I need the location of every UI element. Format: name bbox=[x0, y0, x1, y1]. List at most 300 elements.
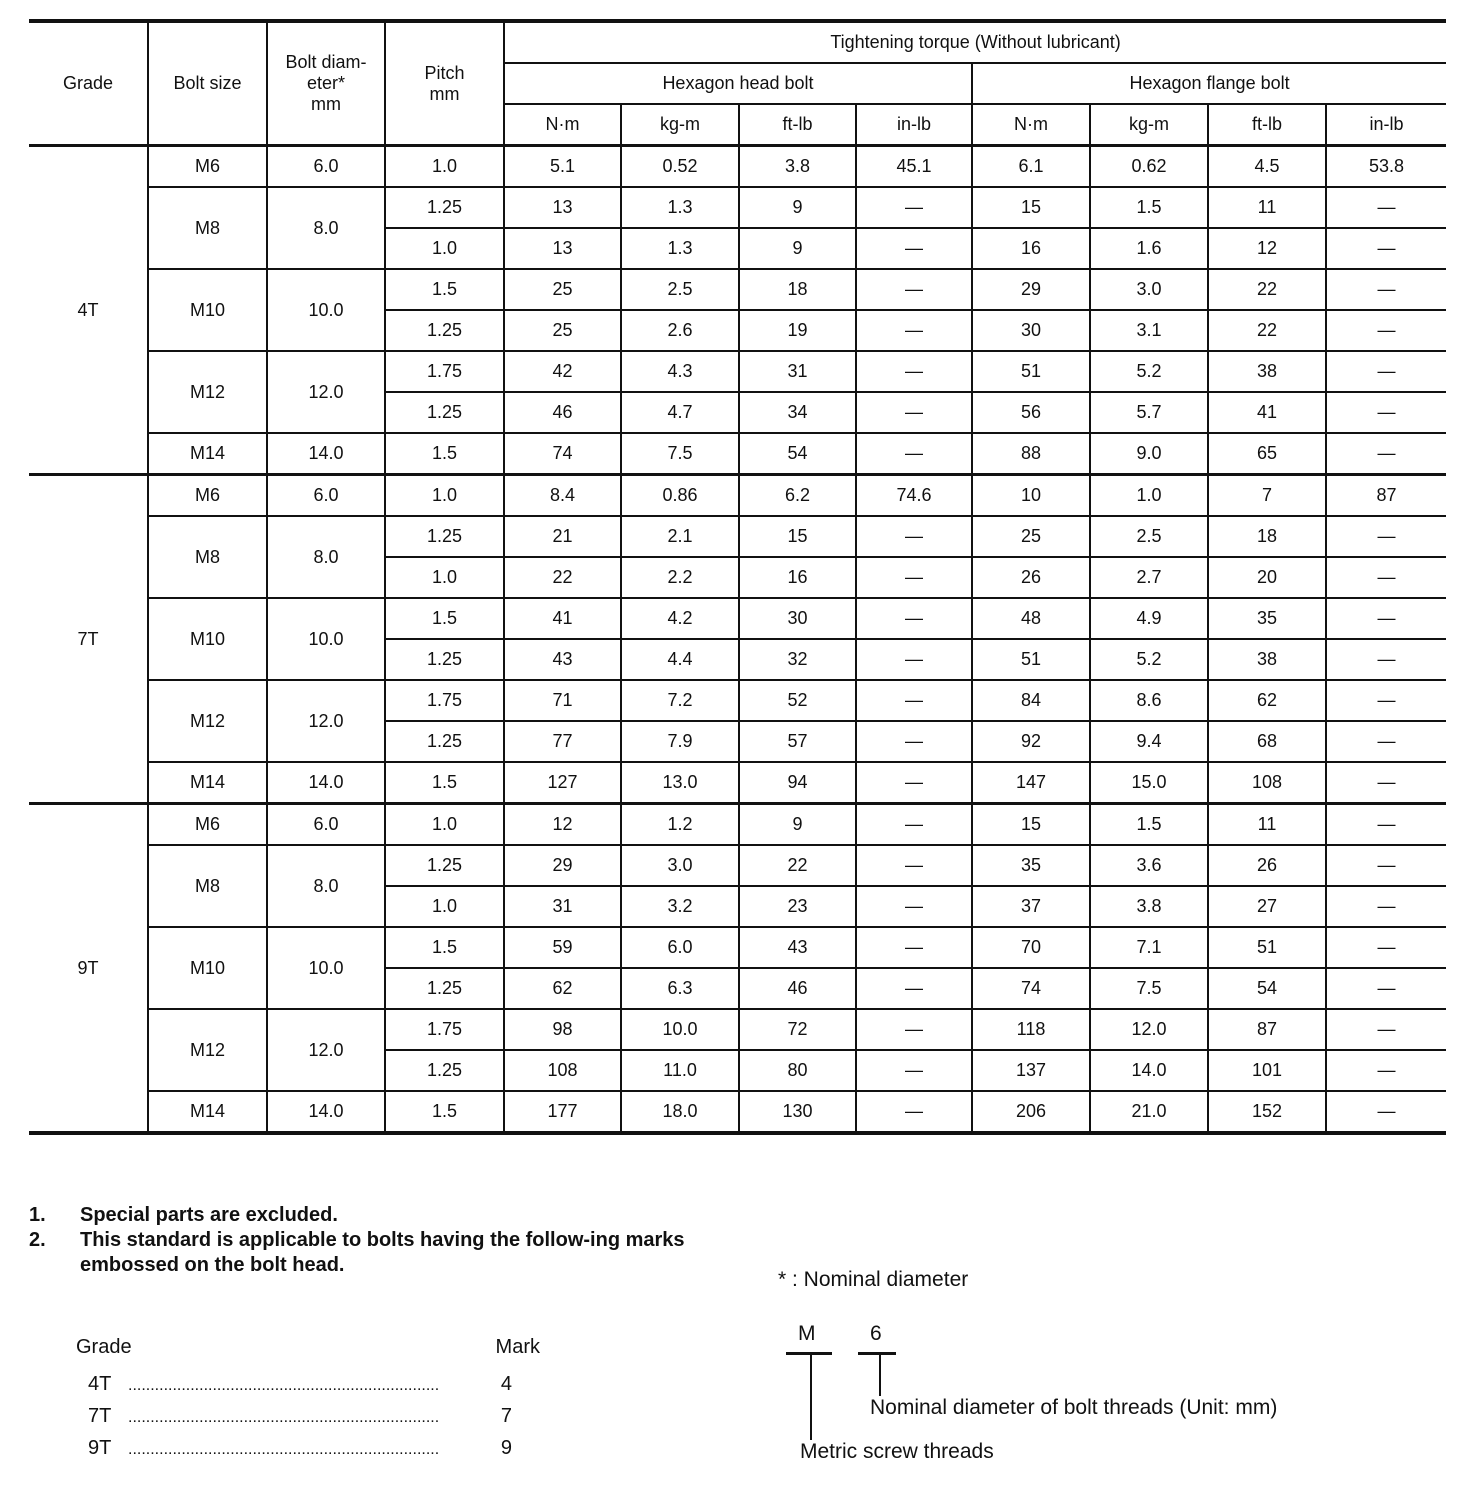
head-torque-cell: 1.3 bbox=[621, 228, 739, 269]
header-bolt-diameter-line1: Bolt diam- bbox=[285, 52, 367, 72]
head-torque-cell: — bbox=[856, 639, 972, 680]
header-grade: Grade bbox=[29, 21, 148, 146]
head-torque-cell: 0.86 bbox=[621, 475, 739, 517]
flange-torque-cell: 7 bbox=[1208, 475, 1326, 517]
pitch-cell: 1.0 bbox=[385, 804, 504, 846]
head-torque-cell: 42 bbox=[504, 351, 621, 392]
header-pitch-line2: mm bbox=[429, 83, 460, 104]
note-text: Special parts are excluded. bbox=[80, 1204, 338, 1226]
pitch-cell: 1.75 bbox=[385, 1009, 504, 1050]
bolt-size-cell: M10 bbox=[148, 927, 267, 1009]
mark-value: 7 bbox=[500, 1405, 512, 1427]
flange-torque-cell: 18 bbox=[1208, 516, 1326, 557]
head-torque-cell: — bbox=[856, 968, 972, 1009]
head-torque-cell: 4.7 bbox=[621, 392, 739, 433]
flange-torque-cell: 54 bbox=[1208, 968, 1326, 1009]
grade-header: Grade bbox=[76, 1336, 132, 1358]
flange-torque-cell: — bbox=[1326, 228, 1446, 269]
head-torque-cell: 3.0 bbox=[621, 845, 739, 886]
note-number: 1. bbox=[29, 1204, 46, 1226]
pitch-cell: 1.5 bbox=[385, 1091, 504, 1133]
flange-torque-cell: 3.6 bbox=[1090, 845, 1208, 886]
bolt-diameter-cell: 12.0 bbox=[267, 1009, 385, 1091]
flange-torque-cell: 15 bbox=[972, 804, 1090, 846]
head-torque-cell: — bbox=[856, 392, 972, 433]
head-torque-cell: — bbox=[856, 762, 972, 804]
header-unit: kg-m bbox=[1090, 104, 1208, 146]
head-torque-cell: 22 bbox=[739, 845, 856, 886]
head-torque-cell: 15 bbox=[739, 516, 856, 557]
head-torque-cell: 43 bbox=[739, 927, 856, 968]
head-torque-cell: 13 bbox=[504, 187, 621, 228]
bolt-diameter-cell: 8.0 bbox=[267, 187, 385, 269]
table-row bbox=[29, 804, 1446, 846]
bolt-diameter-cell: 14.0 bbox=[267, 433, 385, 475]
head-torque-cell: 21 bbox=[504, 516, 621, 557]
flange-torque-cell: — bbox=[1326, 1050, 1446, 1091]
head-torque-cell: 74 bbox=[504, 433, 621, 475]
head-torque-cell: 94 bbox=[739, 762, 856, 804]
head-torque-cell: — bbox=[856, 1091, 972, 1133]
table-row bbox=[29, 146, 1446, 188]
head-torque-cell: 34 bbox=[739, 392, 856, 433]
flange-torque-cell: — bbox=[1326, 433, 1446, 475]
head-torque-cell: 2.1 bbox=[621, 516, 739, 557]
flange-torque-cell: 3.0 bbox=[1090, 269, 1208, 310]
flange-torque-cell: 84 bbox=[972, 680, 1090, 721]
pitch-cell: 1.75 bbox=[385, 680, 504, 721]
head-torque-cell: 16 bbox=[739, 557, 856, 598]
note-item bbox=[29, 1228, 700, 1278]
bolt-size-cell: M10 bbox=[148, 269, 267, 351]
pitch-cell: 1.5 bbox=[385, 927, 504, 968]
flange-torque-cell: 51 bbox=[972, 639, 1090, 680]
note-number: 2. bbox=[29, 1229, 46, 1251]
bolt-diameter-cell: 14.0 bbox=[267, 762, 385, 804]
head-torque-cell: — bbox=[856, 927, 972, 968]
table-row bbox=[29, 927, 1446, 968]
flange-torque-cell: 20 bbox=[1208, 557, 1326, 598]
flange-torque-cell: — bbox=[1326, 598, 1446, 639]
footnote-nominal-diameter: * : Nominal diameter bbox=[778, 1268, 969, 1291]
table-row bbox=[29, 187, 1446, 228]
leader-dots: ...................................................................... bbox=[128, 1377, 440, 1394]
flange-torque-cell: 51 bbox=[972, 351, 1090, 392]
bolt-size-cell: M12 bbox=[148, 351, 267, 433]
table-row bbox=[29, 351, 1446, 392]
bolt-size-cell: M14 bbox=[148, 762, 267, 804]
flange-torque-cell: 8.6 bbox=[1090, 680, 1208, 721]
bolt-size-cell: M12 bbox=[148, 680, 267, 762]
head-torque-cell: — bbox=[856, 598, 972, 639]
table-row bbox=[29, 680, 1446, 721]
flange-torque-cell: 11 bbox=[1208, 804, 1326, 846]
head-torque-cell: — bbox=[856, 228, 972, 269]
header-unit: N·m bbox=[972, 104, 1090, 146]
header-hex-flange-bolt: Hexagon flange bolt bbox=[972, 63, 1446, 104]
bolt-size-cell: M8 bbox=[148, 845, 267, 927]
bolt-size-cell: M14 bbox=[148, 1091, 267, 1133]
head-torque-cell: 41 bbox=[504, 598, 621, 639]
pitch-cell: 1.25 bbox=[385, 639, 504, 680]
flange-torque-cell: 137 bbox=[972, 1050, 1090, 1091]
grade-value: 7T bbox=[88, 1405, 112, 1427]
head-torque-cell: 29 bbox=[504, 845, 621, 886]
pitch-cell: 1.5 bbox=[385, 433, 504, 475]
flange-torque-cell: — bbox=[1326, 721, 1446, 762]
header-unit: ft-lb bbox=[1208, 104, 1326, 146]
bolt-diameter-cell: 6.0 bbox=[267, 475, 385, 517]
head-torque-cell: 77 bbox=[504, 721, 621, 762]
flange-torque-cell: 87 bbox=[1208, 1009, 1326, 1050]
flange-torque-cell: 3.1 bbox=[1090, 310, 1208, 351]
pitch-cell: 1.0 bbox=[385, 228, 504, 269]
grade-mark-row bbox=[76, 1405, 536, 1437]
head-torque-cell: 54 bbox=[739, 433, 856, 475]
flange-torque-cell: 3.8 bbox=[1090, 886, 1208, 927]
head-torque-cell: 7.5 bbox=[621, 433, 739, 475]
head-torque-cell: — bbox=[856, 680, 972, 721]
mark-value: 4 bbox=[500, 1373, 512, 1395]
flange-torque-cell: 1.5 bbox=[1090, 187, 1208, 228]
bolt-size-cell: M12 bbox=[148, 1009, 267, 1091]
head-torque-cell: 11.0 bbox=[621, 1050, 739, 1091]
head-torque-cell: 3.8 bbox=[739, 146, 856, 188]
table-row bbox=[29, 475, 1446, 517]
flange-torque-cell: 87 bbox=[1326, 475, 1446, 517]
head-torque-cell: 177 bbox=[504, 1091, 621, 1133]
head-torque-cell: 46 bbox=[739, 968, 856, 1009]
header-bolt-diameter bbox=[267, 21, 385, 146]
flange-torque-cell: 10 bbox=[972, 475, 1090, 517]
flange-torque-cell: — bbox=[1326, 392, 1446, 433]
head-torque-cell: — bbox=[856, 804, 972, 846]
flange-torque-cell: 65 bbox=[1208, 433, 1326, 475]
table-row bbox=[29, 516, 1446, 557]
flange-torque-cell: 51 bbox=[1208, 927, 1326, 968]
note-item bbox=[29, 1203, 700, 1228]
head-torque-cell: 22 bbox=[504, 557, 621, 598]
head-torque-cell: 4.3 bbox=[621, 351, 739, 392]
flange-torque-cell: — bbox=[1326, 680, 1446, 721]
head-torque-cell: 9 bbox=[739, 187, 856, 228]
head-torque-cell: 62 bbox=[504, 968, 621, 1009]
bolt-diameter-cell: 12.0 bbox=[267, 680, 385, 762]
flange-torque-cell: 29 bbox=[972, 269, 1090, 310]
flange-torque-cell: — bbox=[1326, 968, 1446, 1009]
bolt-diameter-cell: 10.0 bbox=[267, 269, 385, 351]
bolt-diameter-cell: 8.0 bbox=[267, 845, 385, 927]
flange-torque-cell: 26 bbox=[972, 557, 1090, 598]
bolt-diameter-cell: 6.0 bbox=[267, 146, 385, 188]
flange-torque-cell: 5.2 bbox=[1090, 639, 1208, 680]
flange-torque-cell: 4.9 bbox=[1090, 598, 1208, 639]
head-torque-cell: 72 bbox=[739, 1009, 856, 1050]
bolt-diameter-cell: 10.0 bbox=[267, 598, 385, 680]
flange-torque-cell: — bbox=[1326, 639, 1446, 680]
flange-torque-cell: — bbox=[1326, 1091, 1446, 1133]
flange-torque-cell: 53.8 bbox=[1326, 146, 1446, 188]
head-torque-cell: 2.2 bbox=[621, 557, 739, 598]
flange-torque-cell: — bbox=[1326, 351, 1446, 392]
head-torque-cell: 80 bbox=[739, 1050, 856, 1091]
flange-torque-cell: 22 bbox=[1208, 269, 1326, 310]
flange-torque-cell: 37 bbox=[972, 886, 1090, 927]
header-bolt-diameter-line3: mm bbox=[311, 94, 341, 114]
grade-value: 4T bbox=[88, 1373, 112, 1395]
head-torque-cell: — bbox=[856, 516, 972, 557]
header-pitch-line1: Pitch bbox=[424, 62, 465, 83]
head-torque-cell: 10.0 bbox=[621, 1009, 739, 1050]
leader-dots: ...................................................................... bbox=[128, 1441, 440, 1458]
flange-torque-cell: — bbox=[1326, 845, 1446, 886]
flange-torque-cell: 68 bbox=[1208, 721, 1326, 762]
head-torque-cell: 52 bbox=[739, 680, 856, 721]
thread-designation-diagram bbox=[786, 1320, 1386, 1480]
head-torque-cell: 4.2 bbox=[621, 598, 739, 639]
diagram-letter-m: M bbox=[798, 1322, 816, 1345]
flange-torque-cell: 9.0 bbox=[1090, 433, 1208, 475]
header-unit: in-lb bbox=[1326, 104, 1446, 146]
flange-torque-cell: — bbox=[1326, 886, 1446, 927]
flange-torque-cell: 5.2 bbox=[1090, 351, 1208, 392]
head-torque-cell: 19 bbox=[739, 310, 856, 351]
head-torque-cell: 9 bbox=[739, 804, 856, 846]
flange-torque-cell: 14.0 bbox=[1090, 1050, 1208, 1091]
flange-torque-cell: — bbox=[1326, 310, 1446, 351]
flange-torque-cell: 1.6 bbox=[1090, 228, 1208, 269]
table-row bbox=[29, 1009, 1446, 1050]
head-torque-cell: 1.3 bbox=[621, 187, 739, 228]
pitch-cell: 1.25 bbox=[385, 392, 504, 433]
flange-torque-cell: — bbox=[1326, 927, 1446, 968]
flange-torque-cell: 26 bbox=[1208, 845, 1326, 886]
leader-dots: ...................................................................... bbox=[128, 1409, 440, 1426]
diagram-underline-m bbox=[786, 1352, 832, 1355]
flange-torque-cell: 88 bbox=[972, 433, 1090, 475]
flange-torque-cell: 118 bbox=[972, 1009, 1090, 1050]
head-torque-cell: 127 bbox=[504, 762, 621, 804]
flange-torque-cell: 74 bbox=[972, 968, 1090, 1009]
flange-torque-cell: 101 bbox=[1208, 1050, 1326, 1091]
notes-list bbox=[29, 1203, 700, 1278]
head-torque-cell: 0.52 bbox=[621, 146, 739, 188]
head-torque-cell: — bbox=[856, 886, 972, 927]
head-torque-cell: 6.2 bbox=[739, 475, 856, 517]
flange-torque-cell: 2.5 bbox=[1090, 516, 1208, 557]
head-torque-cell: 8.4 bbox=[504, 475, 621, 517]
diagram-leader-m bbox=[810, 1352, 812, 1440]
flange-torque-cell: 27 bbox=[1208, 886, 1326, 927]
table-row bbox=[29, 433, 1446, 475]
head-torque-cell: — bbox=[856, 721, 972, 762]
flange-torque-cell: 16 bbox=[972, 228, 1090, 269]
head-torque-cell: 4.4 bbox=[621, 639, 739, 680]
flange-torque-cell: 25 bbox=[972, 516, 1090, 557]
flange-torque-cell: 147 bbox=[972, 762, 1090, 804]
head-torque-cell: 25 bbox=[504, 269, 621, 310]
flange-torque-cell: 21.0 bbox=[1090, 1091, 1208, 1133]
head-torque-cell: 46 bbox=[504, 392, 621, 433]
mark-header: Mark bbox=[495, 1336, 540, 1358]
header-unit: in-lb bbox=[856, 104, 972, 146]
note-text: This standard is applicable to bolts having the follow-ing marks embossed on the bolt head. bbox=[80, 1229, 685, 1276]
bolt-diameter-cell: 6.0 bbox=[267, 804, 385, 846]
head-torque-cell: 59 bbox=[504, 927, 621, 968]
header-bolt-size: Bolt size bbox=[148, 21, 267, 146]
diagram-label-diameter: Nominal diameter of bolt threads (Unit: mm) bbox=[870, 1396, 1278, 1419]
head-torque-cell: 7.9 bbox=[621, 721, 739, 762]
flange-torque-cell: 2.7 bbox=[1090, 557, 1208, 598]
flange-torque-cell: 92 bbox=[972, 721, 1090, 762]
head-torque-cell: — bbox=[856, 1009, 972, 1050]
pitch-cell: 1.25 bbox=[385, 516, 504, 557]
flange-torque-cell: 7.5 bbox=[1090, 968, 1208, 1009]
bolt-size-cell: M6 bbox=[148, 804, 267, 846]
flange-torque-cell: 35 bbox=[1208, 598, 1326, 639]
pitch-cell: 1.75 bbox=[385, 351, 504, 392]
mark-value: 9 bbox=[500, 1437, 512, 1459]
bolt-size-cell: M8 bbox=[148, 187, 267, 269]
head-torque-cell: 71 bbox=[504, 680, 621, 721]
flange-torque-cell: 38 bbox=[1208, 639, 1326, 680]
grade-cell: 4T bbox=[29, 146, 148, 475]
header-pitch bbox=[385, 21, 504, 146]
flange-torque-cell: 11 bbox=[1208, 187, 1326, 228]
flange-torque-cell: 6.1 bbox=[972, 146, 1090, 188]
tightening-torque-table bbox=[29, 19, 1446, 1135]
flange-torque-cell: 15.0 bbox=[1090, 762, 1208, 804]
head-torque-cell: — bbox=[856, 845, 972, 886]
header-bolt-diameter-line2: eter* bbox=[306, 73, 346, 93]
head-torque-cell: 30 bbox=[739, 598, 856, 639]
pitch-cell: 1.25 bbox=[385, 187, 504, 228]
head-torque-cell: — bbox=[856, 310, 972, 351]
flange-torque-cell: 1.0 bbox=[1090, 475, 1208, 517]
pitch-cell: 1.25 bbox=[385, 1050, 504, 1091]
table-body bbox=[29, 146, 1446, 1134]
head-torque-cell: 45.1 bbox=[856, 146, 972, 188]
head-torque-cell: 5.1 bbox=[504, 146, 621, 188]
bolt-size-cell: M10 bbox=[148, 598, 267, 680]
pitch-cell: 1.25 bbox=[385, 310, 504, 351]
head-torque-cell: — bbox=[856, 1050, 972, 1091]
head-torque-cell: 2.6 bbox=[621, 310, 739, 351]
head-torque-cell: 2.5 bbox=[621, 269, 739, 310]
pitch-cell: 1.25 bbox=[385, 845, 504, 886]
table-row bbox=[29, 762, 1446, 804]
head-torque-cell: 18.0 bbox=[621, 1091, 739, 1133]
head-torque-cell: 7.2 bbox=[621, 680, 739, 721]
table-row bbox=[29, 1091, 1446, 1133]
head-torque-cell: 25 bbox=[504, 310, 621, 351]
diagram-digit-6: 6 bbox=[870, 1322, 882, 1345]
pitch-cell: 1.5 bbox=[385, 269, 504, 310]
head-torque-cell: 108 bbox=[504, 1050, 621, 1091]
pitch-cell: 1.0 bbox=[385, 475, 504, 517]
head-torque-cell: 6.3 bbox=[621, 968, 739, 1009]
head-torque-cell: 13.0 bbox=[621, 762, 739, 804]
grade-cell: 9T bbox=[29, 804, 148, 1134]
head-torque-cell: 1.2 bbox=[621, 804, 739, 846]
head-torque-cell: 6.0 bbox=[621, 927, 739, 968]
flange-torque-cell: 12.0 bbox=[1090, 1009, 1208, 1050]
header-torque-group: Tightening torque (Without lubricant) bbox=[504, 21, 1446, 63]
head-torque-cell: 12 bbox=[504, 804, 621, 846]
header-hex-head-bolt: Hexagon head bolt bbox=[504, 63, 972, 104]
flange-torque-cell: 41 bbox=[1208, 392, 1326, 433]
header-unit: ft-lb bbox=[739, 104, 856, 146]
head-torque-cell: 43 bbox=[504, 639, 621, 680]
flange-torque-cell: 206 bbox=[972, 1091, 1090, 1133]
flange-torque-cell: 38 bbox=[1208, 351, 1326, 392]
bolt-diameter-cell: 10.0 bbox=[267, 927, 385, 1009]
head-torque-cell: 31 bbox=[739, 351, 856, 392]
diagram-label-metric: Metric screw threads bbox=[800, 1440, 994, 1463]
bolt-diameter-cell: 12.0 bbox=[267, 351, 385, 433]
pitch-cell: 1.25 bbox=[385, 968, 504, 1009]
flange-torque-cell: 70 bbox=[972, 927, 1090, 968]
head-torque-cell: 13 bbox=[504, 228, 621, 269]
head-torque-cell: 32 bbox=[739, 639, 856, 680]
head-torque-cell: 57 bbox=[739, 721, 856, 762]
diagram-underline-6 bbox=[858, 1352, 896, 1355]
diagram-leader-6 bbox=[879, 1352, 881, 1396]
flange-torque-cell: 7.1 bbox=[1090, 927, 1208, 968]
head-torque-cell: — bbox=[856, 433, 972, 475]
flange-torque-cell: 4.5 bbox=[1208, 146, 1326, 188]
grade-cell: 7T bbox=[29, 475, 148, 804]
bolt-size-cell: M6 bbox=[148, 475, 267, 517]
flange-torque-cell: 62 bbox=[1208, 680, 1326, 721]
flange-torque-cell: 15 bbox=[972, 187, 1090, 228]
head-torque-cell: — bbox=[856, 269, 972, 310]
head-torque-cell: — bbox=[856, 187, 972, 228]
flange-torque-cell: 1.5 bbox=[1090, 804, 1208, 846]
pitch-cell: 1.0 bbox=[385, 146, 504, 188]
flange-torque-cell: 22 bbox=[1208, 310, 1326, 351]
table-row bbox=[29, 845, 1446, 886]
pitch-cell: 1.0 bbox=[385, 557, 504, 598]
flange-torque-cell: — bbox=[1326, 269, 1446, 310]
head-torque-cell: — bbox=[856, 557, 972, 598]
flange-torque-cell: 56 bbox=[972, 392, 1090, 433]
head-torque-cell: 18 bbox=[739, 269, 856, 310]
grade-mark-list bbox=[76, 1336, 540, 1469]
flange-torque-cell: 35 bbox=[972, 845, 1090, 886]
header-unit: N·m bbox=[504, 104, 621, 146]
head-torque-cell: 74.6 bbox=[856, 475, 972, 517]
flange-torque-cell: — bbox=[1326, 762, 1446, 804]
head-torque-cell: 130 bbox=[739, 1091, 856, 1133]
flange-torque-cell: — bbox=[1326, 187, 1446, 228]
head-torque-cell: 98 bbox=[504, 1009, 621, 1050]
flange-torque-cell: 30 bbox=[972, 310, 1090, 351]
grade-mark-row bbox=[76, 1437, 536, 1469]
head-torque-cell: 9 bbox=[739, 228, 856, 269]
bolt-size-cell: M6 bbox=[148, 146, 267, 188]
grade-value: 9T bbox=[88, 1437, 112, 1459]
head-torque-cell: 3.2 bbox=[621, 886, 739, 927]
flange-torque-cell: 0.62 bbox=[1090, 146, 1208, 188]
head-torque-cell: — bbox=[856, 351, 972, 392]
bolt-diameter-cell: 14.0 bbox=[267, 1091, 385, 1133]
flange-torque-cell: 48 bbox=[972, 598, 1090, 639]
pitch-cell: 1.5 bbox=[385, 762, 504, 804]
flange-torque-cell: 108 bbox=[1208, 762, 1326, 804]
grade-mark-header bbox=[76, 1336, 540, 1359]
grade-mark-row bbox=[76, 1373, 536, 1405]
